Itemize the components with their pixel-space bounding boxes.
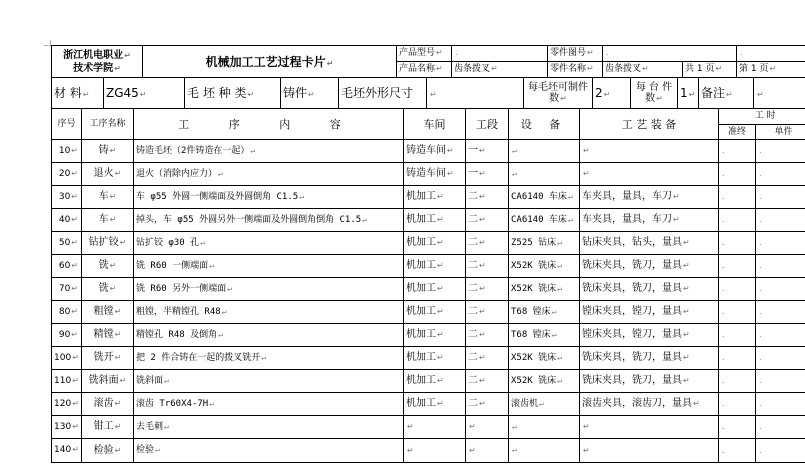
per-machine-label: 每 台 件 数↵ — [631, 78, 678, 109]
part-drawing-value: . — [603, 46, 737, 62]
table-row — [52, 370, 805, 393]
op-workshop: 机加工↵ — [404, 393, 466, 416]
op-workshop: 机加工↵ — [404, 347, 466, 370]
school-name: 浙江机电职业↵ 技术学院↵ — [52, 46, 143, 78]
remark-value: ↵ — [754, 78, 805, 109]
op-content: 粗镗，半精镗孔 R48↵ — [134, 301, 404, 324]
op-content: 滚齿 Tr60X4-7H↵ — [134, 393, 404, 416]
op-seq: 10↵ — [52, 140, 82, 163]
table-row — [52, 255, 805, 278]
op-tooling: 铣床夹具，铣刀，量具↵ — [580, 255, 719, 278]
op-tooling: ↵ — [580, 163, 719, 186]
op-content: 把 2 件合铸在一起的拨叉铣开↵ — [134, 347, 404, 370]
page-number: 第 1 页↵ — [737, 62, 805, 78]
material-value: ZG45↵ — [104, 78, 185, 109]
table-row — [52, 163, 805, 186]
op-workshop: 机加工↵ — [404, 278, 466, 301]
op-seq: 130↵ — [52, 416, 82, 439]
op-name: 铣↵ — [82, 255, 134, 278]
op-workshop: 铸造车间↵ — [404, 140, 466, 163]
table-row — [52, 324, 805, 347]
op-unit-time: . — [756, 255, 805, 278]
op-equipment: Z525 钻床↵ — [509, 232, 580, 255]
table-row — [52, 439, 805, 463]
part-name-label: 零件名称↵ — [548, 62, 603, 78]
op-content: 铣 R60 一侧端面↵ — [134, 255, 404, 278]
op-tooling: 镗床夹具，镗刀，量具↵ — [580, 301, 719, 324]
op-tooling: 滚齿夹具，滚齿刀，量具↵ — [580, 393, 719, 416]
op-prep-time: . — [719, 370, 756, 393]
op-content: 车 φ55 外圆一侧端面及外圆倒角 C1.5↵ — [134, 186, 404, 209]
op-seq: 120↵ — [52, 393, 82, 416]
op-section: 二↵ — [466, 278, 509, 301]
op-section: 二↵ — [466, 393, 509, 416]
operations-table — [51, 108, 805, 463]
op-workshop: 铸造车间↵ — [404, 163, 466, 186]
op-equipment: ↵ — [509, 163, 580, 186]
blank-size-label: 毛坯外形尺寸 — [339, 78, 427, 109]
op-name: 检验↵ — [82, 439, 134, 463]
op-workshop: 机加工↵ — [404, 186, 466, 209]
parts-per-blank-value: 2↵ — [593, 78, 631, 109]
operations-body — [52, 140, 805, 463]
op-prep-time: . — [719, 347, 756, 370]
op-equipment: T68 镗床↵ — [509, 301, 580, 324]
op-section: 一↵ — [466, 163, 509, 186]
material-row — [51, 77, 805, 109]
op-equipment: ↵ — [509, 439, 580, 463]
col-content: 工 序 内 容 — [134, 109, 404, 140]
op-name: 铣斜面↵ — [82, 370, 134, 393]
op-name: 车↵ — [82, 186, 134, 209]
op-seq: 80↵ — [52, 301, 82, 324]
parts-per-blank-label: 每毛坯可制件 数↵ — [524, 78, 593, 109]
op-prep-time: . — [719, 416, 756, 439]
op-equipment: CA6140 车床↵ — [509, 186, 580, 209]
op-equipment: CA6140 车床↵ — [509, 209, 580, 232]
op-section: 二↵ — [466, 186, 509, 209]
op-content: 检验↵ — [134, 439, 404, 463]
op-section: 二↵ — [466, 324, 509, 347]
op-seq: 30↵ — [52, 186, 82, 209]
op-content: 精镗孔 R48 及倒角↵ — [134, 324, 404, 347]
op-equipment: 滚齿机↵ — [509, 393, 580, 416]
op-unit-time: . — [756, 347, 805, 370]
total-pages: 共 1 页↵ — [683, 62, 737, 78]
op-seq: 50↵ — [52, 232, 82, 255]
card-title: 机械加工工艺过程卡片↵ — [143, 46, 397, 78]
product-name-value: 齿条拨叉↵ — [452, 62, 548, 78]
op-unit-time: . — [756, 140, 805, 163]
header-blank-cell: . — [737, 46, 805, 62]
op-content: 铸造毛坯（2件铸造在一起）↵ — [134, 140, 404, 163]
remark-label: 备注↵ — [699, 78, 754, 109]
op-equipment: X52K 铣床↵ — [509, 278, 580, 301]
op-tooling: 铣床夹具，铣刀，量具↵ — [580, 347, 719, 370]
op-workshop: 机加工↵ — [404, 255, 466, 278]
op-prep-time: . — [719, 163, 756, 186]
per-machine-value: 1↵ — [678, 78, 699, 109]
op-name: 滚齿↵ — [82, 393, 134, 416]
op-name: 精镗↵ — [82, 324, 134, 347]
op-content: 掉头，车 φ55 外圆另外一侧端面及外圆倒角倒角 C1.5↵ — [134, 209, 404, 232]
op-workshop: 机加工↵ — [404, 301, 466, 324]
col-tooling: 工 艺 装 备 — [580, 109, 719, 140]
op-content: 去毛刺↵ — [134, 416, 404, 439]
product-name-label: 产品名称↵ — [397, 62, 452, 78]
op-name: 钻扩铰↵ — [82, 232, 134, 255]
op-prep-time: . — [719, 439, 756, 463]
op-seq: 70↵ — [52, 278, 82, 301]
op-section: ↵ — [466, 416, 509, 439]
op-seq: 40↵ — [52, 209, 82, 232]
op-content: 铣 R60 另外一侧端面↵ — [134, 278, 404, 301]
op-tooling: ↵ — [580, 416, 719, 439]
op-workshop: 机加工↵ — [404, 324, 466, 347]
op-tooling: 钻床夹具，钻头，量具↵ — [580, 232, 719, 255]
op-name: 车↵ — [82, 209, 134, 232]
op-tooling: ↵ — [580, 439, 719, 463]
op-prep-time: . — [719, 278, 756, 301]
op-name: 铸↵ — [82, 140, 134, 163]
part-drawing-label: 零件图号↵ — [548, 46, 603, 62]
material-label: 材 料↵ — [52, 78, 104, 109]
op-prep-time: . — [719, 301, 756, 324]
op-section: 二↵ — [466, 370, 509, 393]
table-row — [52, 232, 805, 255]
op-tooling: 铣床夹具，铣刀，量具↵ — [580, 278, 719, 301]
op-equipment: X52K 铣床↵ — [509, 370, 580, 393]
op-tooling: 车夹具，量具，车刀↵ — [580, 209, 719, 232]
blank-size-value: ↵ — [427, 78, 524, 109]
op-workshop: 机加工↵ — [404, 209, 466, 232]
op-workshop: ↵ — [404, 416, 466, 439]
op-prep-time: . — [719, 209, 756, 232]
school-name-line2: 技术学院 — [73, 62, 114, 74]
op-equipment: T68 镗床↵ — [509, 324, 580, 347]
op-tooling: 车夹具，量具，车刀↵ — [580, 186, 719, 209]
card-header — [51, 45, 805, 78]
school-name-line1: 浙江机电职业 — [63, 49, 124, 61]
op-section: ↵ — [466, 439, 509, 463]
op-tooling: ↵ — [580, 140, 719, 163]
op-unit-time: . — [756, 278, 805, 301]
op-unit-time: . — [756, 163, 805, 186]
op-prep-time: . — [719, 186, 756, 209]
table-row — [52, 186, 805, 209]
process-card-sheet — [51, 45, 805, 476]
op-prep-time: . — [719, 393, 756, 416]
blank-type-label: 毛 坯 种 类↵ — [185, 78, 281, 109]
op-prep-time: . — [719, 232, 756, 255]
col-op-name: 工序名称 — [82, 109, 134, 140]
op-workshop: 机加工↵ — [404, 232, 466, 255]
op-section: 二↵ — [466, 255, 509, 278]
op-equipment: X52K 铣床↵ — [509, 347, 580, 370]
op-name: 铣↵ — [82, 278, 134, 301]
op-section: 一↵ — [466, 140, 509, 163]
op-tooling: 镗床夹具，镗刀，量具↵ — [580, 324, 719, 347]
op-workshop: 机加工↵ — [404, 370, 466, 393]
product-model-label: 产品型号↵ — [397, 46, 452, 62]
col-section: 工段 — [466, 109, 509, 140]
op-content: 钻扩铰 φ30 孔↵ — [134, 232, 404, 255]
product-model-value: . — [452, 46, 548, 62]
table-row — [52, 209, 805, 232]
op-seq: 60↵ — [52, 255, 82, 278]
op-unit-time: . — [756, 416, 805, 439]
op-unit-time: . — [756, 370, 805, 393]
op-content: 退火（消除内应力）↵ — [134, 163, 404, 186]
op-name: 退火↵ — [82, 163, 134, 186]
col-prep-final: 准终 — [719, 125, 756, 140]
op-section: 二↵ — [466, 301, 509, 324]
op-equipment: ↵ — [509, 416, 580, 439]
op-unit-time: . — [756, 232, 805, 255]
op-unit-time: . — [756, 186, 805, 209]
col-unit: 单件 — [756, 125, 805, 140]
table-row — [52, 347, 805, 370]
op-section: 二↵ — [466, 209, 509, 232]
crop-mark — [44, 45, 50, 46]
op-section: 二↵ — [466, 232, 509, 255]
op-name: 粗镗↵ — [82, 301, 134, 324]
op-seq: 20↵ — [52, 163, 82, 186]
op-name: 铣开↵ — [82, 347, 134, 370]
op-tooling: 铣床夹具，铣刀，量具↵ — [580, 370, 719, 393]
op-section: 二↵ — [466, 347, 509, 370]
op-prep-time: . — [719, 140, 756, 163]
col-workshop: 车间 — [404, 109, 466, 140]
op-content: 铣斜面↵ — [134, 370, 404, 393]
op-seq: 100↵ — [52, 347, 82, 370]
op-seq: 140↵ — [52, 439, 82, 463]
op-prep-time: . — [719, 255, 756, 278]
op-seq: 90↵ — [52, 324, 82, 347]
table-row — [52, 301, 805, 324]
blank-type-value: 铸件↵ — [281, 78, 339, 109]
col-equipment: 设 备 — [509, 109, 580, 140]
op-name: 钳工↵ — [82, 416, 134, 439]
table-row — [52, 278, 805, 301]
part-name-value: 齿条拨叉↵ — [603, 62, 683, 78]
op-unit-time: . — [756, 324, 805, 347]
op-unit-time: . — [756, 301, 805, 324]
op-unit-time: . — [756, 209, 805, 232]
op-equipment: ↵ — [509, 140, 580, 163]
op-seq: 110↵ — [52, 370, 82, 393]
op-unit-time: . — [756, 439, 805, 463]
col-hours: 工 时 — [719, 109, 805, 125]
op-equipment: X52K 铣床↵ — [509, 255, 580, 278]
col-seq: 序号 — [52, 109, 82, 140]
op-workshop: ↵ — [404, 439, 466, 463]
op-prep-time: . — [719, 324, 756, 347]
table-row — [52, 393, 805, 416]
table-row — [52, 416, 805, 439]
table-row — [52, 140, 805, 163]
op-unit-time: . — [756, 393, 805, 416]
